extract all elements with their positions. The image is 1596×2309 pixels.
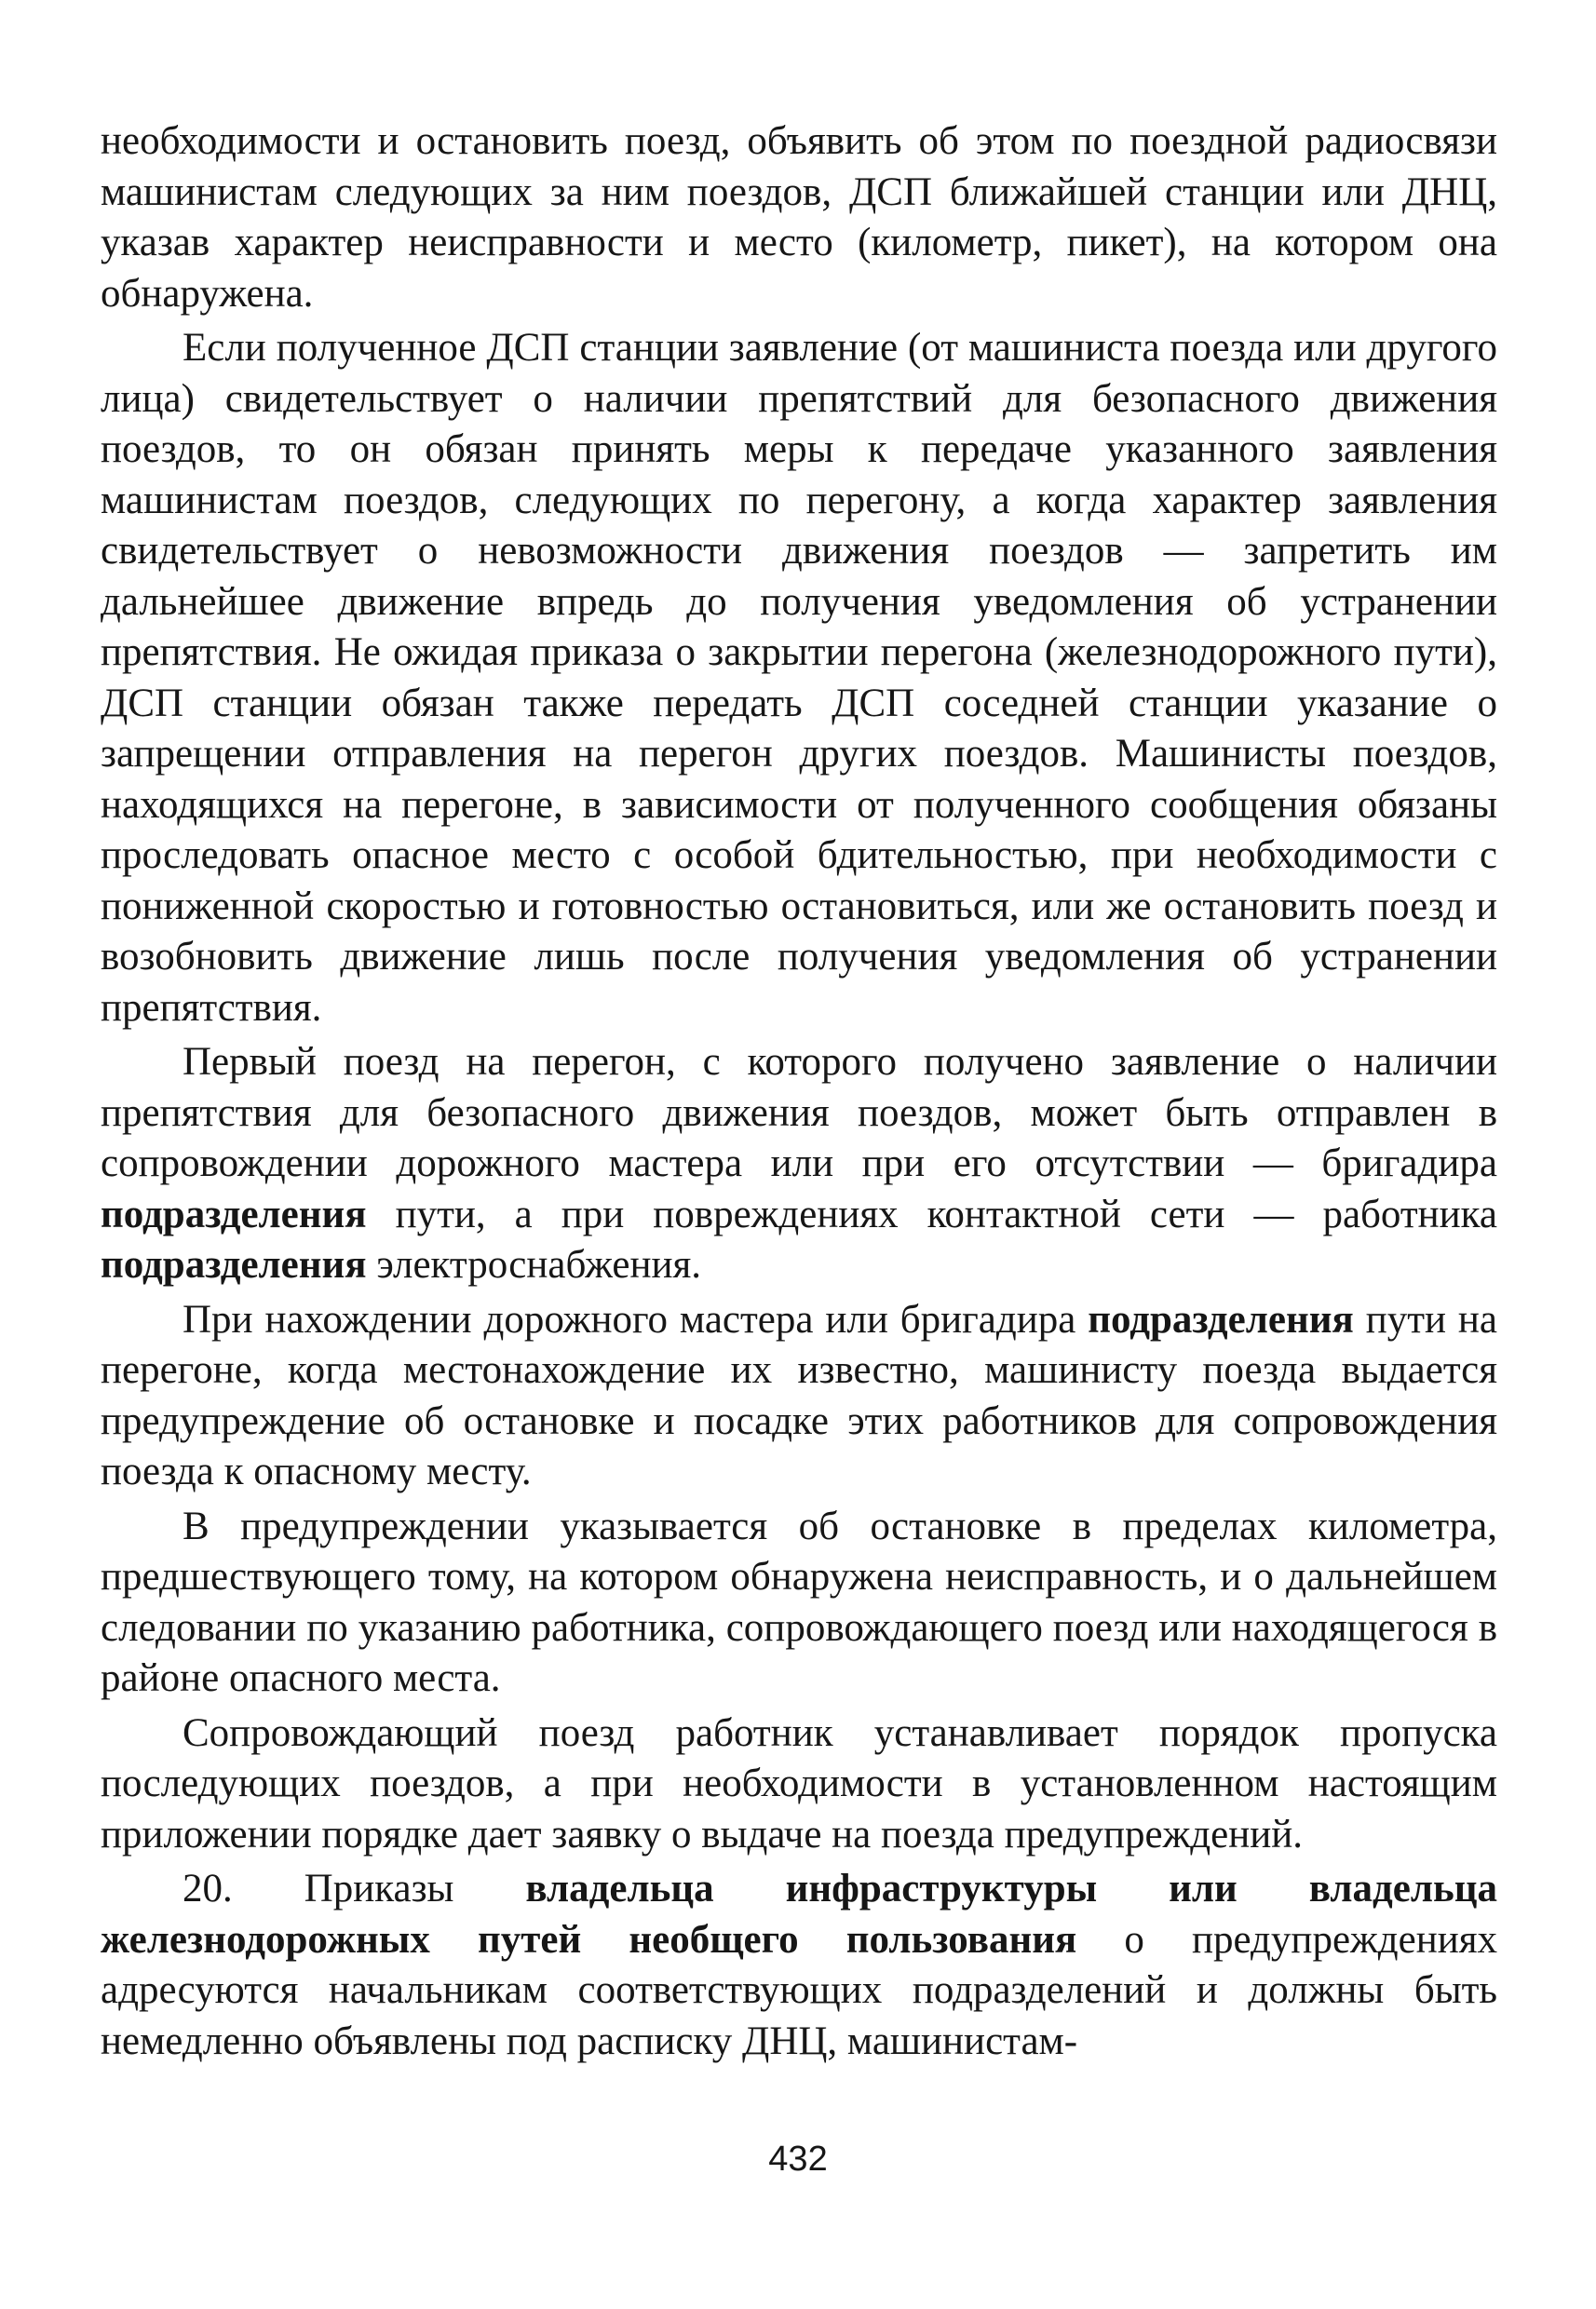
- paragraph-text: пути на перегоне, когда местонахождение их известно, машинисту поезда выдается предупреждение об остановке и посадке этих работников для сопровождения поезда к опасному месту.: [101, 1297, 1497, 1493]
- paragraph-text: пути, а при повреждениях контактной сети — работника: [366, 1192, 1497, 1236]
- paragraph-text: При нахождении дорожного мастера или бригадира: [183, 1297, 1089, 1342]
- paragraph-text: В предупреждении указывается об остановке в пределах километра, предшествующего тому, на котором обнаружена неисправность, и о дальнейшем следовании по указанию работника, сопровождающего поезд или находящегося в районе опасного места.: [101, 1504, 1497, 1700]
- paragraph-text: необходимости и остановить поезд, объявить об этом по поездной радиосвязи машинистам следующих за ним поездов, ДСП ближайшей станции или ДНЦ, указав характер неисправности и место (километр, пикет), на котором она обнаружена.: [101, 119, 1497, 316]
- paragraph-first-train: [101, 1037, 1497, 1291]
- bold-term: владельца инфраструктуры или владельца железнодорожных путей необщего пользования: [101, 1867, 1497, 1962]
- paragraph-text: Первый поезд на перегон, с которого получено заявление о наличии препятствия для безопасного движения поездов, может быть отправлен в сопровождении дорожного мастера или при его отсутствии — бригадира: [101, 1040, 1497, 1185]
- page-number: 432: [768, 2140, 828, 2179]
- bold-term: подразделения: [1088, 1297, 1354, 1342]
- bold-term: подразделения: [101, 1243, 367, 1287]
- paragraph-escort-worker: [101, 1708, 1497, 1861]
- paragraph-item-20: [101, 1864, 1497, 2067]
- paragraph-warning-stop: [101, 1502, 1497, 1705]
- paragraph-text: электроснабжения.: [366, 1243, 702, 1287]
- paragraph-continuation: [101, 116, 1497, 319]
- document-body: [101, 116, 1497, 2071]
- paragraph-text: 20. Приказы: [183, 1867, 526, 1911]
- paragraph-road-master: [101, 1295, 1497, 1498]
- paragraph-station-statement: [101, 323, 1497, 1033]
- paragraph-text: Сопровождающий поезд работник устанавливает порядок пропуска последующих поездов, а при необходимости в установленном настоящим приложении порядке дает заявку о выдаче на поезда предупреждений.: [101, 1710, 1497, 1857]
- bold-term: подразделения: [101, 1192, 367, 1236]
- paragraph-text: о предупреждениях адресуются начальникам соответствующих подразделений и должны быть немедленно объявлены под расписку ДНЦ, машинистам-: [101, 1917, 1498, 2063]
- paragraph-text: Если полученное ДСП станции заявление (от машиниста поезда или другого лица) свидетельствует о наличии препятствий для безопасного движения поездов, то он обязан принять меры к передаче указанного заявления машинистам поездов, следующих по перегону, а когда характер заявления свидетельствует о невозможности движения поездов — запретить им дальнейшее движение впредь до получения уведомления об устранении препятствия. Не ожидая приказа о закрытии перегона (железнодорожного пути), ДСП станции обязан также передать ДСП соседней станции указание о запрещении отправления на перегон других поездов. Машинисты поездов, находящихся на перегоне, в зависимости от полученного сообщения обязаны проследовать опасное место с особой бдительностью, при необходимости с пониженной скоростью и готовностью остановиться, или же остановить поезд и возобновить движение лишь после получения уведомления об устранении препятствия.: [101, 326, 1497, 1030]
